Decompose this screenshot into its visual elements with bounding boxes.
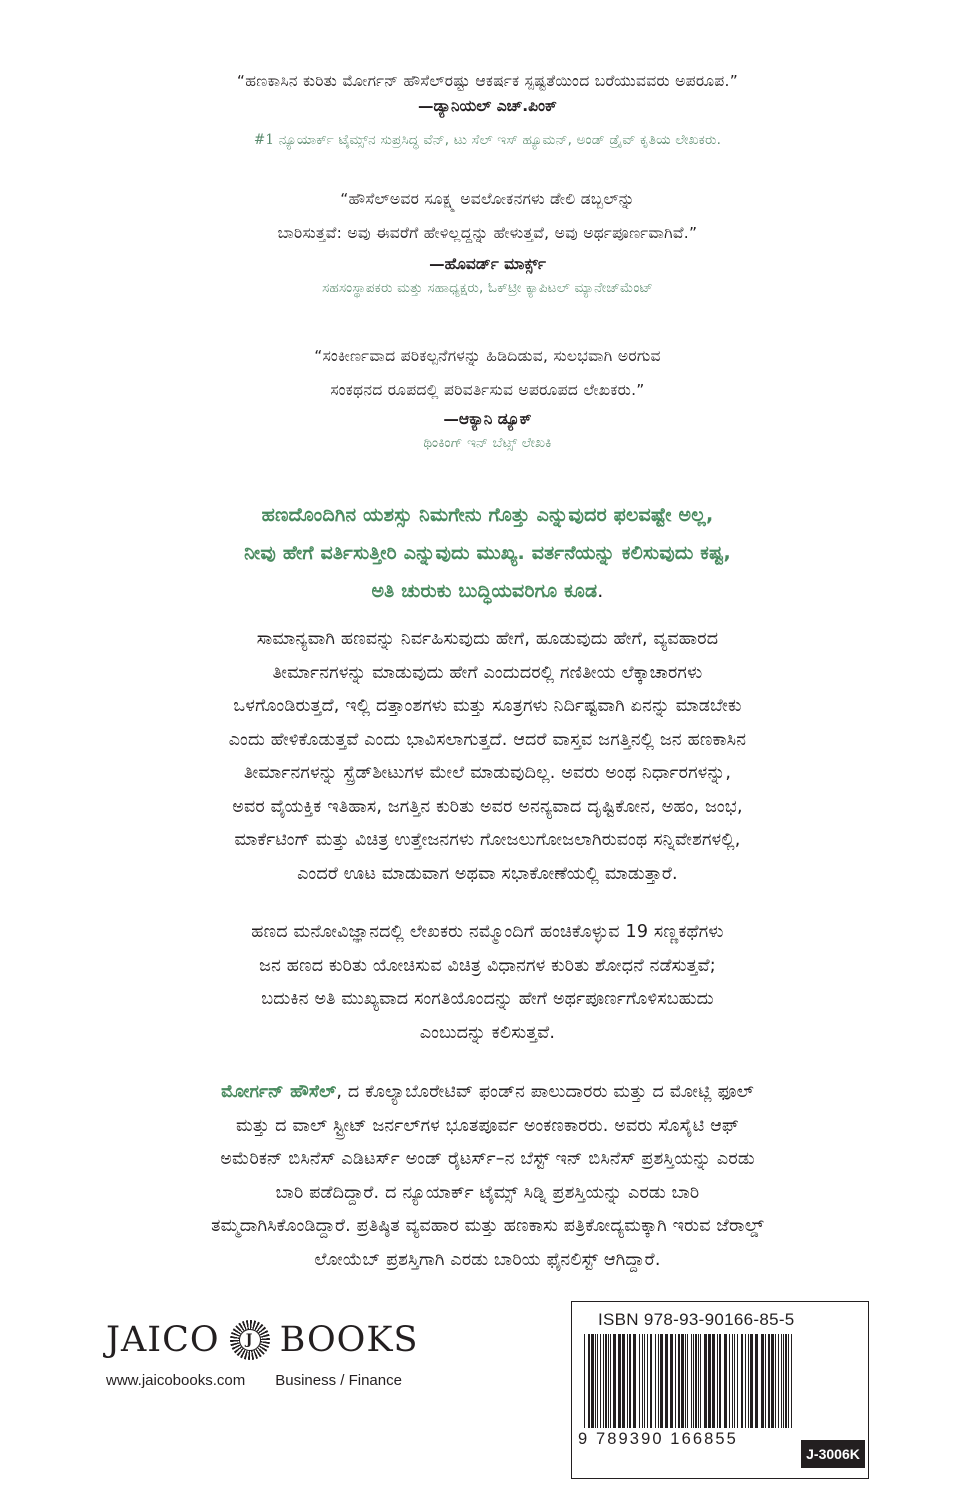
barcode-bar: [665, 1334, 668, 1428]
bio-line: ಲೋಯೆಬ್ ಪ್ರಶಸ್ತಿಗಾಗಿ ಎರಡು ಬಾರಿಯ ಫೈನಲಿಸ್ಟ್ ಆಗಿದ್ದಾರೆ.: [314, 1249, 661, 1270]
bio-text: , ದ ಕೊಲ್ಯಾಬೊರೇಟಿವ್ ಫಂಡ್‌ನ ಪಾಲುದಾರರು ಮತ್ತು ದ ಮೋಟ್ಲಿ ಫೂಲ್: [336, 1082, 754, 1102]
barcode-bar: [613, 1334, 616, 1428]
barcode-bar: [622, 1334, 625, 1428]
barcode-bar: [698, 1334, 699, 1428]
barcode-bar: [650, 1334, 652, 1428]
bio-line: ಮತ್ತು ದ ವಾಲ್ ಸ್ಟ್ರೀಟ್ ಜರ್ನಲ್‌ಗಳ ಭೂತಪೂರ್ವ ಅಂಕಣಕಾರರು. ಅವರು ಸೊಸೈಟಿ ಆಫ್: [236, 1115, 739, 1136]
author-bio: [0, 1076, 975, 1277]
barcode-bar: [748, 1334, 749, 1428]
barcode-bar: [734, 1334, 735, 1428]
barcode-bar: [642, 1334, 643, 1428]
publisher-logo: [106, 1320, 466, 1360]
highlight-line-text: ಅತಿ ಚುರುಕು ಬುದ್ಧಿಯವರಿಗೂ ಕೂಡ: [371, 580, 598, 602]
barcode-bar: [791, 1334, 792, 1428]
barcode-bar: [608, 1334, 609, 1428]
highlight-tagline: [0, 496, 975, 610]
barcode-bar: [629, 1334, 631, 1428]
barcode-bar: [595, 1334, 596, 1428]
barcode-bar: [603, 1334, 604, 1428]
sunburst-logo-icon: [230, 1320, 270, 1360]
barcode-bar: [647, 1334, 648, 1428]
book-code-tag: J-3006K: [801, 1440, 865, 1468]
quote-text-line: ಸಂಕಥನದ ರೂಪದಲ್ಲಿ ಪರಿವರ್ತಿಸುವ ಅಪರೂಪದ ಲೇಖಕರು.”: [330, 381, 645, 399]
paragraph-line: ತೀರ್ಮಾನಗಳನ್ನು ಮಾಡುವುದು ಹೇಗೆ ಎಂದುದರಲ್ಲಿ ಗಣಿತೀಯ ಲೆಕ್ಕಾಚಾರಗಳು: [272, 662, 703, 683]
barcode-bar: [745, 1334, 746, 1428]
highlight-period: .: [597, 580, 604, 602]
paragraph-line: ಮಾರ್ಕೆಟಿಂಗ್ ಮತ್ತು ವಿಚಿತ್ರ ಉತ್ತೇಜನಗಳು ಗೋಜಲುಗೋಜಲಾಗಿರುವಂಥ ಸನ್ನಿವೇಶಗಳಲ್ಲಿ,: [234, 830, 741, 850]
barcode-bar: [712, 1334, 715, 1428]
barcode-bar: [605, 1334, 607, 1428]
barcode-bar: [737, 1334, 738, 1428]
paragraph-line: ಒಳಗೊಂಡಿರುತ್ತದೆ, ಇಲ್ಲಿ ದತ್ತಾಂಶಗಳು ಮತ್ತು ಸೂತ್ರಗಳು ನಿರ್ದಿಷ್ಟವಾಗಿ ಏನನ್ನು ಮಾಡಬೇಕು: [233, 696, 742, 716]
barcode-bar: [681, 1334, 684, 1428]
barcode-bar: [783, 1334, 784, 1428]
quote-author-role: ಥಿಂಕಿಂಗ್ ಇನ್ ಬೆಟ್ಸ್ ಲೇಖಕಿ: [423, 435, 552, 451]
barcode-bar: [675, 1334, 676, 1428]
barcode-bar: [627, 1334, 628, 1428]
barcode-bar: [781, 1334, 782, 1428]
barcode-bar: [717, 1334, 718, 1428]
barcode-bar: [691, 1334, 692, 1428]
barcode-bar: [755, 1334, 758, 1428]
quote-author: —ಹೊವರ್ಡ್ ಮಾರ್ಕ್ಸ್: [429, 255, 546, 273]
paragraph-line: ಜನ ಹಣದ ಕುರಿತು ಯೋಚಿಸುವ ವಿಚಿತ್ರ ವಿಧಾನಗಳ ಕುರಿತು ಶೋಧನೆ ನಡೆಸುತ್ತವೆ;: [259, 955, 716, 976]
quote-text-line: ಬಾರಿಸುತ್ತವೆ: ಅವು ಈವರೆಗೆ ಹೇಳಿಲ್ಲದ್ದನ್ನು ಹೇಳುತ್ತವೆ, ಅವು ಅರ್ಥಪೂರ್ಣವಾಗಿವೆ.”: [277, 224, 698, 242]
barcode-bar: [693, 1334, 694, 1428]
rank-label: #1: [253, 132, 275, 148]
barcode-bar: [591, 1334, 594, 1428]
barcode-bar: [765, 1334, 766, 1428]
barcode-bar: [597, 1334, 598, 1428]
barcode-bar: [788, 1334, 789, 1428]
publisher-name-right: BOOKS: [279, 1320, 419, 1360]
barcode-bar: [660, 1334, 663, 1428]
author-name: ಮೋರ್ಗನ್ ಹೌಸೆಲ್: [221, 1082, 337, 1102]
paragraph-line: ಹಣದ ಮನೋವಿಜ್ಞಾನದಲ್ಲಿ ಲೇಖಕರು ನಮ್ಮೊಂದಿಗೆ ಹಂಚಿಕೊಳ್ಳುವ 19 ಸಣ್ಣಕಥೆಗಳು: [251, 922, 724, 942]
quote-author-role: ಸಹಸಂಸ್ಥಾಪಕರು ಮತ್ತು ಸಹಾಧ್ಯಕ್ಷರು, ಓಕ್‌ಟ್ರೀ ಕ್ಯಾಪಿಟಲ್ ಮ್ಯಾನೇಜ್‌ಮೆಂಟ್: [322, 280, 653, 296]
quote-block-1: [0, 68, 975, 152]
barcode-bar: [775, 1334, 776, 1428]
quote-text-line: “ಹೌಸೆಲ್‌ಅವರ ಸೂಕ್ಷ್ಮ ಅವಲೋಕನಗಳು ಡೇಲಿ ಡಬ್ಬಲ್‌ನ್ನು: [340, 190, 635, 208]
publisher-website: www.jaicobooks.com: [106, 1372, 246, 1389]
highlight-line: ನೀವು ಹೇಗೆ ವರ್ತಿಸುತ್ತೀರಿ ಎನ್ನುವುದು ಮುಖ್ಯ. ವರ್ತನೆಯನ್ನು ಕಲಿಸುವುದು ಕಷ್ಟ,: [244, 542, 731, 564]
barcode-bar: [778, 1334, 779, 1428]
barcode-bar: [704, 1334, 707, 1428]
quote-block-3: [0, 343, 975, 455]
barcode-digits: 9 789390 166855: [578, 1430, 738, 1448]
logo-letter: J: [239, 1329, 261, 1351]
paragraph-line: ಸಾಮಾನ್ಯವಾಗಿ ಹಣವನ್ನು ನಿರ್ವಹಿಸುವುದು ಹೇಗೆ, ಹೂಡುವುದು ಹೇಗೆ, ವ್ಯವಹಾರದ: [256, 629, 719, 649]
description-paragraph-1: [0, 623, 975, 891]
barcode-bar: [732, 1334, 733, 1428]
description-paragraph-2: [0, 916, 975, 1050]
publisher-block: [106, 1320, 466, 1389]
barcode-bar: [768, 1334, 770, 1428]
barcode-bar: [761, 1334, 764, 1428]
bio-line: ಬಾರಿ ಪಡೆದಿದ್ದಾರೆ. ದ ನ್ಯೂಯಾರ್ಕ್ ಟೈಮ್ಸ್ ಸಿಡ್ನಿ ಪ್ರಶಸ್ತಿಯನ್ನು ಎರಡು ಬಾರಿ: [275, 1182, 700, 1203]
book-category: Business / Finance: [275, 1372, 402, 1389]
barcode-bar: [695, 1334, 697, 1428]
barcode-bar: [685, 1334, 686, 1428]
barcode-bar: [678, 1334, 680, 1428]
barcode-box: [571, 1301, 869, 1479]
paragraph-line: ಬದುಕಿನ ಅತಿ ಮುಖ್ಯವಾದ ಸಂಗತಿಯೊಂದನ್ನು ಹೇಗೆ ಅರ್ಥಪೂರ್ಣಗೊಳಿಸಬಹುದು: [261, 989, 714, 1009]
quote-author: —ಡ್ಯಾನಿಯಲ್ ಎಚ್.ಪಿಂಕ್: [418, 97, 557, 115]
bio-line: ತಮ್ಮದಾಗಿಸಿಕೊಂಡಿದ್ದಾರೆ. ಪ್ರತಿಷ್ಠಿತ ವ್ಯವಹಾರ ಮತ್ತು ಹಣಕಾಸು ಪತ್ರಿಕೋದ್ಯಮಕ್ಕಾಗಿ ಇರುವ ಜೆರಾಲ್ಡ್: [211, 1216, 764, 1236]
quote-text: “ಹಣಕಾಸಿನ ಕುರಿತು ಮೋರ್ಗನ್ ಹೌಸೆಲ್‌ರಷ್ಟು ಆಕರ್ಷಕ ಸ್ಪಷ್ಟತೆಯಿಂದ ಬರೆಯುವವರು ಅಪರೂಪ.”: [236, 72, 739, 90]
quote-text-line: “ಸಂಕೀರ್ಣವಾದ ಪರಿಕಲ್ಪನೆಗಳನ್ನು ಹಿಡಿದಿಡುವ, ಸುಲಭವಾಗಿ ಅರಗುವ: [314, 347, 661, 365]
barcode-bar: [708, 1334, 711, 1428]
barcode-bar: [600, 1334, 601, 1428]
publisher-info: [106, 1372, 466, 1389]
quote-author: —ಆಕ್ಯಾನಿ ಡ್ಯೂಕ್: [443, 410, 532, 428]
barcode-bar: [741, 1334, 743, 1428]
bio-line: ಅಮೆರಿಕನ್ ಬಿಸಿನೆಸ್ ಎಡಿಟರ್ಸ್ ಅಂಡ್ ರೈಟರ್ಸ್–ನ ಬೆಸ್ಟ್ ಇನ್ ಬಿಸಿನೆಸ್ ಪ್ರಶಸ್ತಿಯನ್ನು ಎರಡು: [220, 1149, 755, 1169]
quote-block-2: [0, 186, 975, 300]
barcode-bar: [750, 1334, 753, 1428]
barcode-bars: [582, 1334, 797, 1428]
barcode-bar: [644, 1334, 645, 1428]
publisher-name-left: JAICO: [106, 1320, 220, 1360]
barcode-bar: [618, 1334, 621, 1428]
barcode-bar: [724, 1334, 727, 1428]
barcode-bar: [785, 1334, 787, 1428]
isbn-text: ISBN 978-93-90166-85-5: [598, 1310, 795, 1329]
role-text: ನ್ಯೂಯಾರ್ಕ್ ಟೈಮ್ಸ್‌ನ ಸುಪ್ರಸಿದ್ಧ ವೆನ್, ಟು ಸೆಲ್ ಇಸ್ ಹ್ಯೂಮನ್, ಅಂಡ್ ಡ್ರೈವ್ ಕೃತಿಯ ಲೇಖಕರು.: [278, 132, 722, 148]
barcode-bar: [588, 1334, 590, 1428]
barcode-bar: [633, 1334, 636, 1428]
barcode-bar: [639, 1334, 640, 1428]
quote-author-role: [0, 128, 975, 152]
paragraph-line: ತೀರ್ಮಾನಗಳನ್ನು ಸ್ಪ್ರೆಡ್‌ಶೀಟುಗಳ ಮೇಲೆ ಮಾಡುವುದಿಲ್ಲ. ಅವರು ಅಂಥ ನಿರ್ಧಾರಗಳನ್ನು,: [243, 763, 732, 783]
barcode-bar: [687, 1334, 688, 1428]
bio-line-first: [0, 1076, 975, 1110]
paragraph-line: ಎಂದರೆ ಊಟ ಮಾಡುವಾಗ ಅಥವಾ ಸಭಾಕೋಣೆಯಲ್ಲಿ ಮಾಡುತ್ತಾರೆ.: [297, 863, 678, 884]
highlight-line: ಹಣದೊಂದಿಗಿನ ಯಶಸ್ಸು ನಿಮಗೇನು ಗೊತ್ತು ಎನ್ನುವುದರ ಫಲವಷ್ಟೇ ಅಲ್ಲ,: [261, 504, 714, 526]
barcode-bar: [610, 1334, 611, 1428]
barcode-bar: [771, 1334, 774, 1428]
barcode-bar: [719, 1334, 721, 1428]
barcode-bar: [670, 1334, 673, 1428]
paragraph-line: ಅವರ ವೈಯಕ್ತಿಕ ಇತಿಹಾಸ, ಜಗತ್ತಿನ ಕುರಿತು ಅವರ ಅನನ್ಯವಾದ ದೃಷ್ಟಿಕೋನ, ಅಹಂ, ಜಂಭ,: [232, 796, 743, 817]
paragraph-line: ಎಂಬುದನ್ನು ಕಲಿಸುತ್ತವೆ.: [419, 1022, 556, 1043]
barcode-bar: [700, 1334, 701, 1428]
barcode-bar: [584, 1334, 585, 1428]
barcode-bar: [658, 1334, 659, 1428]
paragraph-line: ಎಂದು ಹೇಳಿಕೊಡುತ್ತವೆ ಎಂದು ಭಾವಿಸಲಾಗುತ್ತದೆ. ಆದರೆ ವಾಸ್ತವ ಜಗತ್ತಿನಲ್ಲಿ ಜನ ಹಣಕಾಸಿನ: [228, 729, 747, 750]
barcode-bar: [729, 1334, 730, 1428]
highlight-line-last: [0, 572, 975, 610]
barcode-bar: [655, 1334, 656, 1428]
